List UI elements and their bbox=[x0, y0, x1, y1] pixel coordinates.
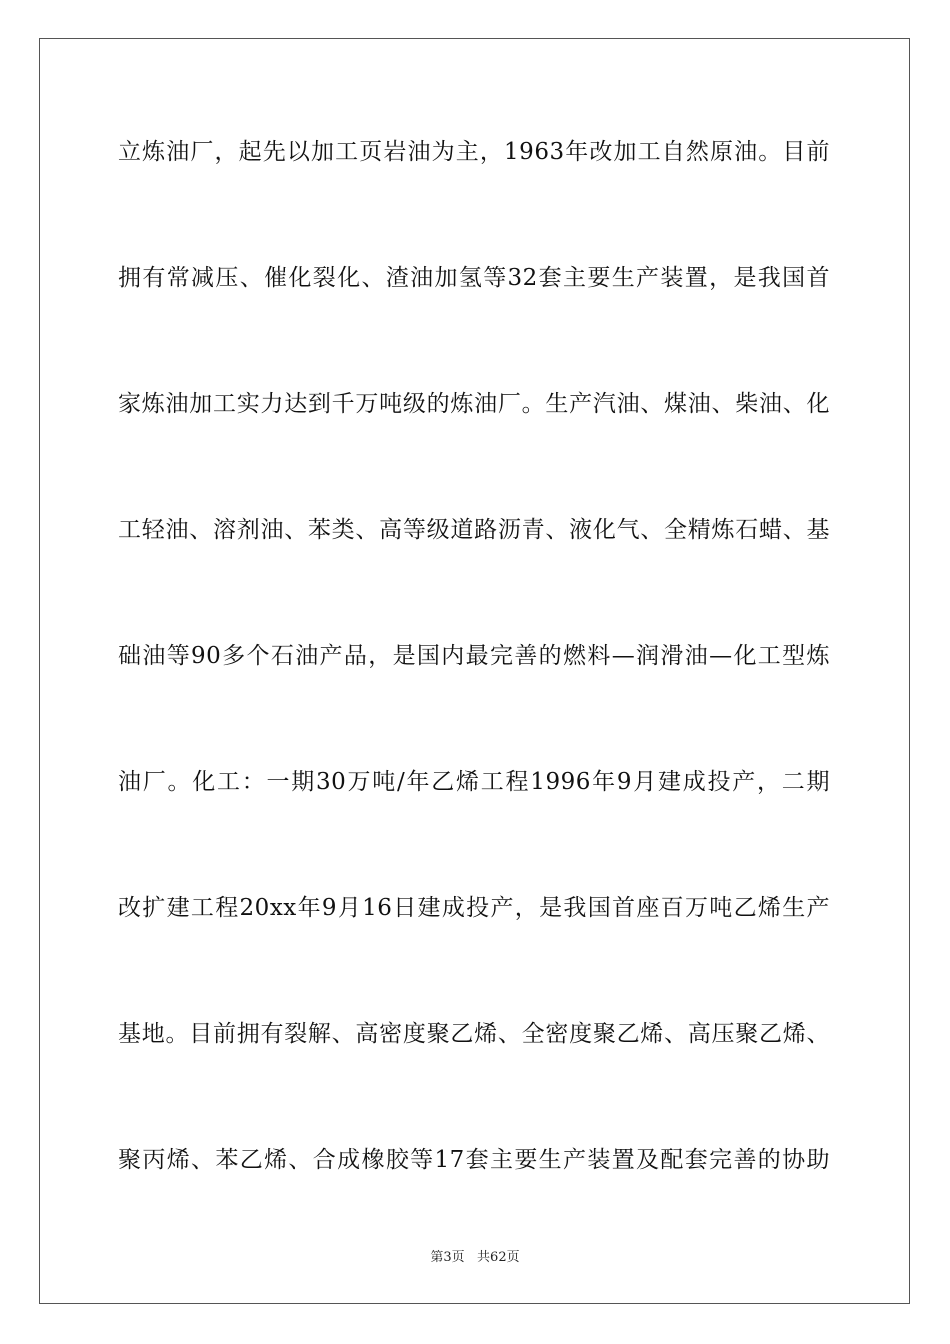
text-line: 拥有常减压、催化裂化、渣油加氢等32套主要生产装置，是我国首 bbox=[118, 265, 830, 291]
text-line: 家炼油加工实力达到千万吨级的炼油厂。生产汽油、煤油、柴油、化 bbox=[118, 391, 830, 417]
text-line: 础油等90多个石油产品，是国内最完善的燃料—润滑油—化工型炼 bbox=[118, 643, 830, 669]
text-line: 立炼油厂，起先以加工页岩油为主，1963年改加工自然原油。目前 bbox=[118, 139, 830, 165]
text-line: 聚丙烯、苯乙烯、合成橡胶等17套主要生产装置及配套完善的协助 bbox=[118, 1147, 830, 1173]
page-number-footer: 第3页 共62页 bbox=[430, 1250, 520, 1265]
text-line: 改扩建工程20xx年9月16日建成投产，是我国首座百万吨乙烯生产 bbox=[118, 895, 830, 921]
text-line: 工轻油、溶剂油、苯类、高等级道路沥青、液化气、全精炼石蜡、基 bbox=[118, 517, 830, 543]
text-line: 基地。目前拥有裂解、高密度聚乙烯、全密度聚乙烯、高压聚乙烯、 bbox=[118, 1021, 830, 1047]
text-line: 油厂。化工：一期30万吨/年乙烯工程1996年9月建成投产，二期 bbox=[118, 769, 830, 795]
body-text bbox=[118, 120, 830, 1254]
